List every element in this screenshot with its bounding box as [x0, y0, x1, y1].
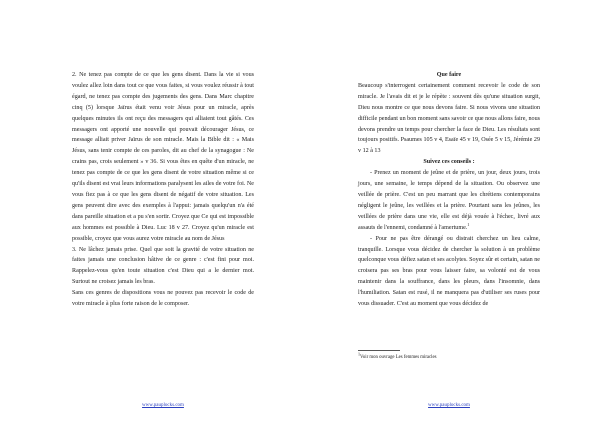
footer-link-right[interactable]: www.pauplocks.com — [428, 403, 470, 408]
bullet-item-1-text: - Prenez un moment de jeûne et de prière, un jour, deux jours, trois jours, une semaine, le temps dépend de la situation. Ou observez une veillée de prière. C'est un peu marrant que les chrétiens contemporains négligent le jeûne, les veillées et la prière. Pourtant sans les jeûnes, les veillées de prière dans une vie, elle est déjà vouée à l'échec, livré aux assauts de l'ennemi, condamné à l'amertume. — [358, 170, 540, 231]
footnote-text: Voir mon ouvrage Les femmes miracles — [360, 354, 437, 360]
section-heading: Que faire — [436, 72, 462, 78]
subheading: Suivez ces conseils : — [423, 159, 475, 166]
footnote-divider — [358, 350, 400, 351]
bullet-item-1 — [358, 168, 540, 233]
paragraph-2: 3. Ne lâchez jamais prise. Quel que soit la gravité de votre situation ne faites jamais une conclusion hâtive de ce genre : c'est fini pour moi. Rappelez-vous qu'en toute situation c'est Dieu qui a le dernier mot. Surtout ne croisez jamais les bras. — [72, 246, 254, 286]
intro-paragraph: Beaucoup s'interrogent certainement comment recevoir le code de son miracle. Je l'avais dit et je le répète : souvent dès qu'une situation surgit, Dieu nous montre ce que nous devons faire. Si nous vivons une situation difficile pendant un bon moment sans savoir ce que nous allons faire, nous devons prendre un temps pour chercher la face de Dieu. Les résultats sont toujours positifs. Psaumes 105 v 4, Esaïe 45 v 19, Osée 5 v 15, Jérémie 29 v 12 à 13 — [358, 82, 540, 155]
paragraph-3: Sans ces genres de dispositions vous ne pouvez pas recevoir le code de votre miracle à plus forte raison de le composer. — [72, 290, 254, 308]
footnote-marker: 1 — [467, 221, 470, 227]
footer-link-left[interactable]: www.pauplocks.com — [142, 403, 184, 408]
footnote — [358, 351, 540, 361]
right-page-column — [358, 70, 540, 361]
footnote-number: 1 — [358, 351, 360, 357]
bullet-item-2: - Pour ne pas être dérangé ou distrait cherchez un lieu calme, tranquille. Lorsque vous décidez de chercher la solution à un problème quelconque vous défiez satan et ses acolytes. Soyez sûr et certain, satan ne croisera pas ses bras pour vous laisser faire, sa volonté est de vous maintenir dans la souffrance, dans les pleurs, dans l'insomnie, dans l'humiliation. Satan est rusé, il ne manquera pas d'utiliser ses ruses pour vous dissuader. C'est au moment que vous décidez de — [358, 235, 540, 308]
paragraph-1: 2. Ne tenez pas compte de ce que les gens disent. Dans la vie si vous voulez allez loin dans tout ce que vous faites, si vous voulez réussir à tout égard, ne tenez pas compte des jugements des gens. Dans Marc chapitre cinq (5) lorsque Jaïrus était venu voir Jésus pour un miracle, après quelques minutes ils ont reçu des messagers qui alliaient tout gâtés. Ces messagers ont apporté une nouvelle qui pouvait décourager Jésus, ce message alliait priver Jaïrus de son miracle. Mais la Bible dit : « Mais Jésus, sans tenir compte de ces paroles, dit au chef de la synagogue : Ne crains pas, crois seulement » v 36. Si vous êtes en quête d'un miracle, ne tenez pas compte de ce que les gens disent de votre situation même si ce qu'ils disent est vrai leurs informations paralysent les ailes de votre foi. Ne vous fiez pas à ce que les gens disent de négatif de votre situation. Les gens peuvent dire avec des exemples à l'appui: jamais quelqu'un n'a été dans pareille situation et a pu s'en sortir. Croyez que Ce qui est impossible aux hommes est possible à Dieu. Luc 18 v 27. Croyez qu'un miracle est possible, croyez que vous aurez votre miracle au nom de Jésus — [72, 72, 254, 242]
left-page-column — [72, 70, 254, 310]
